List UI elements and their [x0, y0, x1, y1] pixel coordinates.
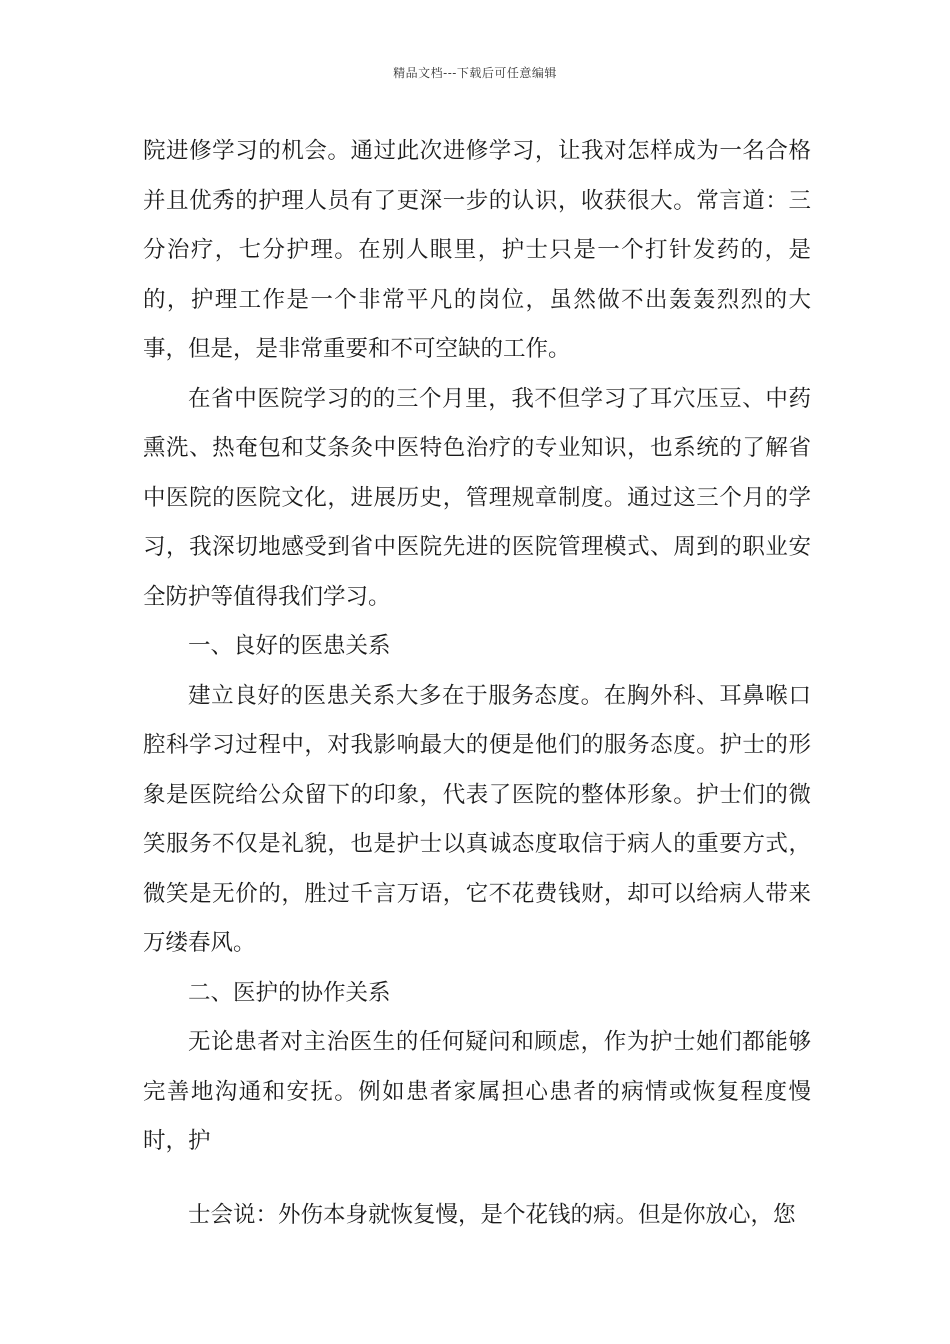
paragraph-2: 在省中医院学习的的三个月里，我不但学习了耳穴压豆、中药熏洗、热奄包和艾条灸中医特色治疗的专业知识，也系统的了解省中医院的医院文化，进展历史，管理规章制度。通过这三个月的学习，我深切地感受到省中医院先进的医院管理模式、周到的职业安全防护等值得我们学习。 — [143, 385, 811, 610]
paragraph-3: 建立良好的医患关系大多在于服务态度。在胸外科、耳鼻喉口腔科学习过程中，对我影响最大的便是他们的服务态度。护士的形象是医院给公众留下的印象，代表了医院的整体形象。护士们的微笑服务不仅是礼貌，也是护士以真诚态度取信于病人的重要方式，微笑是无价的，胜过千言万语，它不花费钱财，却可以给病人带来万缕春风。 — [143, 682, 811, 956]
paragraph-1: 院进修学习的机会。通过此次进修学习，让我对怎样成为一名合格并且优秀的护理人员有了更深一步的认识，收获很大。常言道：三分治疗，七分护理。在别人眼里，护士只是一个打针发药的，是的，护理工作是一个非常平凡的岗位，虽然做不出轰轰烈烈的大事，但是，是非常重要和不可空缺的工作。 — [143, 138, 811, 362]
section-heading-1: 一、良好的医患关系 — [188, 633, 391, 659]
paragraph-4: 无论患者对主治医生的任何疑问和顾虑，作为护士她们都能够完善地沟通和安抚。例如患者家属担心患者的病情或恢复程度慢时，护 — [143, 1029, 811, 1154]
document-body — [143, 127, 811, 1240]
page-header: 精品文档---下载后可任意编辑 — [393, 66, 557, 80]
paragraph-5: 士会说：外伤本身就恢复慢，是个花钱的病。但是你放心，您 — [188, 1201, 796, 1228]
section-heading-2: 二、医护的协作关系 — [188, 979, 391, 1006]
